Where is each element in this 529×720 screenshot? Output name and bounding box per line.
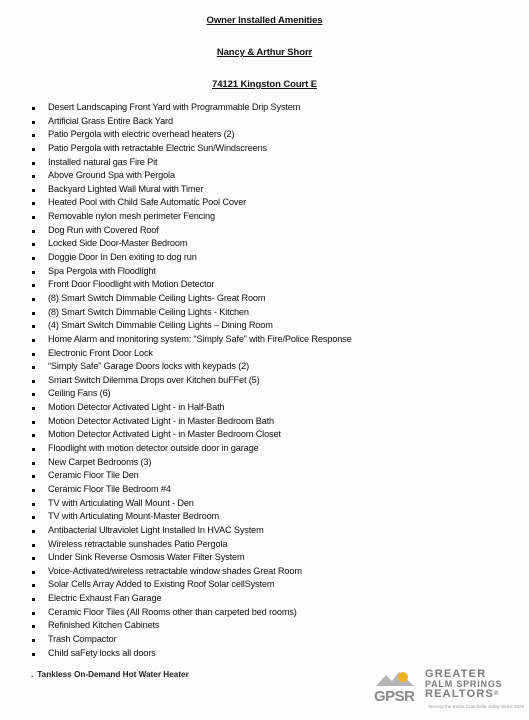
amenity-item: Floodlight with motion detector outside door in garage [30, 442, 352, 456]
amenity-item: Removable nylon mesh perimeter Fencing [30, 210, 352, 224]
amenity-item: Above Ground Spa with Pergola [30, 169, 352, 183]
gpsr-mark-text: GPSR [374, 688, 415, 705]
logo-line-greater: GREATER [425, 668, 487, 680]
amenity-item: (8) Smart Switch Dimmable Ceiling Lights- Great Room [30, 292, 352, 306]
extra-amenity-text: Tankless On-Demand Hot Water Heater [37, 670, 189, 679]
amenity-item: (4) Smart Switch Dimmable Ceiling Lights – Dining Room [30, 319, 352, 333]
amenity-item: Locked Side Door-Master Bedroom [30, 237, 352, 251]
gpsr-logo-wordmark [425, 669, 525, 699]
amenity-item: TV with Articulating Wall Mount - Den [30, 497, 352, 511]
amenity-item: Electric Exhaust Fan Garage [30, 592, 352, 606]
registered-mark: ® [494, 691, 500, 697]
amenity-item: Motion Detector Activated Light - in Half-Bath [30, 401, 352, 415]
amenity-item: Spa Pergola with Floodlight [30, 265, 352, 279]
amenity-item: Heated Pool with Child Safe Automatic Pool Cover [30, 196, 352, 210]
amenity-item: Ceiling Fans (6) [30, 387, 352, 401]
gpsr-logo [372, 666, 524, 712]
amenity-item: Antibacterial Ultraviolet Light Installed In HVAC System [30, 524, 352, 538]
amenity-item: Refinished Kitchen Cabinets [30, 619, 352, 633]
amenity-item: Voice-Activated/wireless retractable window shades Great Room [30, 565, 352, 579]
logo-line-realtors: REALTORS® [425, 688, 500, 700]
amenity-item: Trash Compactor [30, 633, 352, 647]
amenity-item: Patio Pergola with electric overhead heaters (2) [30, 128, 352, 142]
amenity-item: Motion Detector Activated Light - in Master Bedroom Bath [30, 415, 352, 429]
amenity-item: Under Sink Reverse Osmosis Water Filter System [30, 551, 352, 565]
document-title: Owner Installed Amenities [206, 15, 323, 26]
amenity-item: Installed natural gas Fire Pit [30, 156, 352, 170]
amenity-item: Doggie Door In Den exiting to dog run [30, 251, 352, 265]
logo-tagline: Serving the Entire Coachella Valley Since 1929 [428, 704, 524, 709]
amenity-item: Ceramic Floor Tiles (All Rooms other than carpeted bed rooms) [30, 606, 352, 620]
amenity-item: Ceramic Floor Tile Bedroom #4 [30, 483, 352, 497]
amenity-item: Electronic Front Door Lock [30, 347, 352, 361]
owner-names: Nancy & Arthur Shorr [216, 47, 313, 58]
amenity-item: Solar Cells Array Added to Existing Roof Solar cellSystem [30, 578, 352, 592]
amenity-item: Dog Run with Covered Roof [30, 224, 352, 238]
amenity-item: Front Door Floodlight with Motion Detector [30, 278, 352, 292]
amenity-item: Wireless retractable sunshades Patio Pergola [30, 538, 352, 552]
property-address: 74121 Kingston Court E [212, 79, 317, 90]
extra-amenity-bullet: . [31, 670, 34, 679]
logo-line-palm-springs: PALM SPRINGS [425, 679, 503, 689]
amenity-item: Artificial Grass Entire Back Yard [30, 115, 352, 129]
amenity-item: Child saFety locks all doors [30, 647, 352, 661]
amenity-item: Backyard Lighted Wall Mural with Timer [30, 183, 352, 197]
amenities-list [30, 101, 352, 660]
amenity-item: TV with Articulating Mount-Master Bedroom [30, 510, 352, 524]
amenity-item: New Carpet Bedrooms (3) [30, 456, 352, 470]
amenity-item: Home Alarm and monitoring system: “Simply Safe” with Fire/Police Response [30, 333, 352, 347]
amenity-item: Ceramic Floor Tile Den [30, 469, 352, 483]
extra-amenity-item [31, 670, 189, 679]
amenity-item: Desert Landscaping Front Yard with Programmable Drip System [30, 101, 352, 115]
amenity-item: “Simply Safe” Garage Doors locks with keypads (2) [30, 360, 352, 374]
amenity-item: Motion Detector Activated Light - in Master Bedroom Closet [30, 428, 352, 442]
amenity-item: (8) Smart Switch Dimmable Ceiling Lights - Kitchen [30, 306, 352, 320]
amenity-item: Patio Pergola with retractable Electric Sun/Windscreens [30, 142, 352, 156]
amenity-item: Smart Switch Dilemma Drops over Kitchen buFFet (5) [30, 374, 352, 388]
